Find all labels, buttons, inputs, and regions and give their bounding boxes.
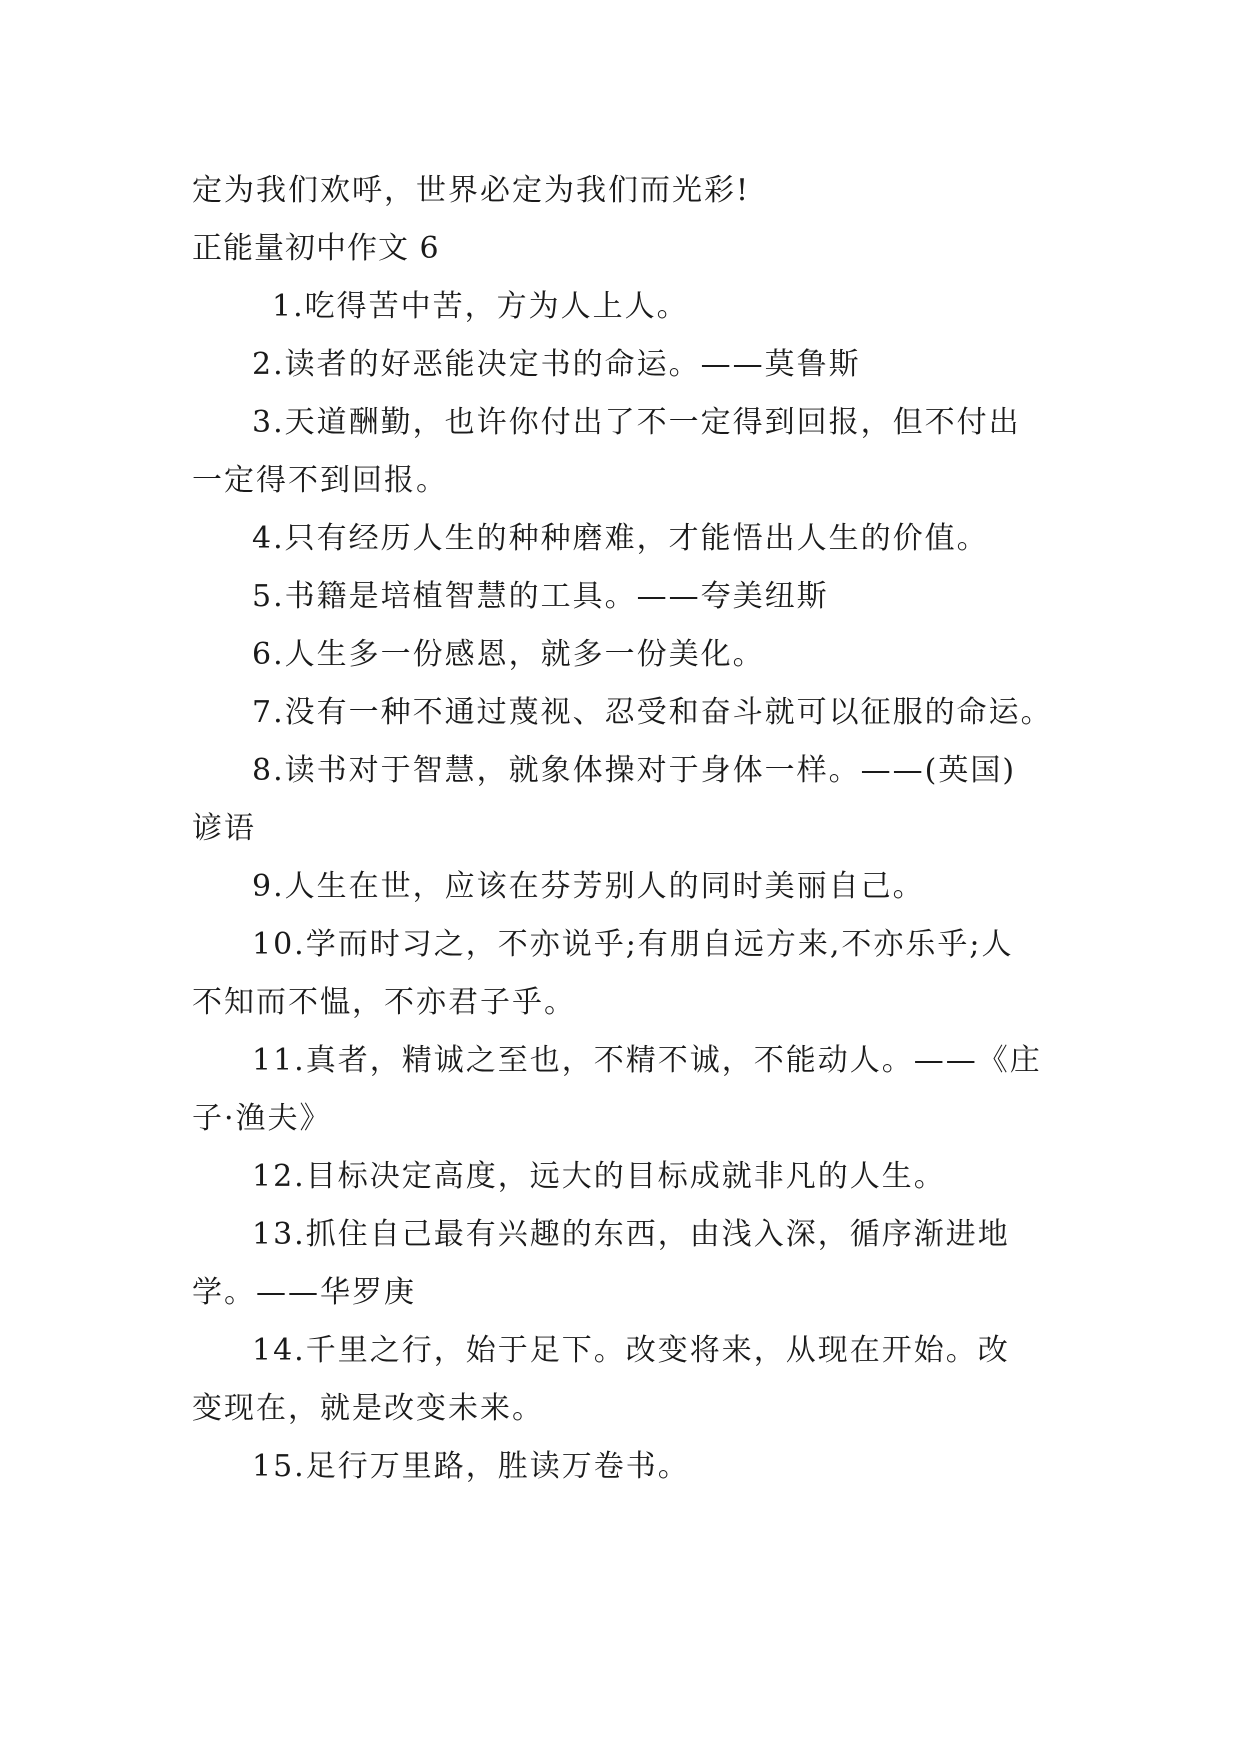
continuation-line: 定为我们欢呼，世界必定为我们而光彩! xyxy=(192,173,751,208)
quote-4: 4.只有经历人生的种种磨难，才能悟出人生的价值。 xyxy=(252,521,989,556)
quote-12: 12.目标决定高度，远大的目标成就非凡的人生。 xyxy=(252,1159,946,1194)
section-title: 正能量初中作文 6 xyxy=(192,231,440,266)
quote-6: 6.人生多一份感恩，就多一份美化。 xyxy=(252,637,765,672)
quote-15: 15.足行万里路，胜读万卷书。 xyxy=(252,1449,690,1484)
quote-10-line-1: 10.学而时习之，不亦说乎;有朋自远方来,不亦乐乎;人 xyxy=(252,927,1014,962)
quote-14-line-1: 14.千里之行，始于足下。改变将来，从现在开始。改 xyxy=(252,1333,1010,1368)
quote-13-line-2: 学。——华罗庚 xyxy=(192,1275,416,1310)
quote-11-line-1: 11.真者，精诚之至也，不精不诚，不能动人。——《庄 xyxy=(252,1043,1042,1078)
quote-7: 7.没有一种不通过蔑视、忍受和奋斗就可以征服的命运。 xyxy=(252,695,1053,730)
quote-3-line-1: 3.天道酬勤，也许你付出了不一定得到回报，但不付出 xyxy=(252,405,1021,440)
quote-8-line-1: 8.读书对于智慧，就象体操对于身体一样。——(英国) xyxy=(252,753,1017,788)
quote-1: 1.吃得苦中苦，方为人上人。 xyxy=(272,289,689,324)
quote-13-line-1: 13.抓住自己最有兴趣的东西，由浅入深，循序渐进地 xyxy=(252,1217,1010,1252)
quote-5: 5.书籍是培植智慧的工具。——夸美纽斯 xyxy=(252,579,829,614)
quote-9: 9.人生在世，应该在芬芳别人的同时美丽自己。 xyxy=(252,869,925,904)
quote-10-line-2: 不知而不愠，不亦君子乎。 xyxy=(192,985,576,1020)
quote-3-line-2: 一定得不到回报。 xyxy=(192,463,448,498)
document-body xyxy=(192,162,1072,1496)
quote-2: 2.读者的好恶能决定书的命运。——莫鲁斯 xyxy=(252,347,861,382)
quote-14-line-2: 变现在，就是改变未来。 xyxy=(192,1391,544,1426)
quote-11-line-2: 子·渔夫》 xyxy=(192,1101,332,1136)
quote-8-line-2: 谚语 xyxy=(192,811,256,846)
